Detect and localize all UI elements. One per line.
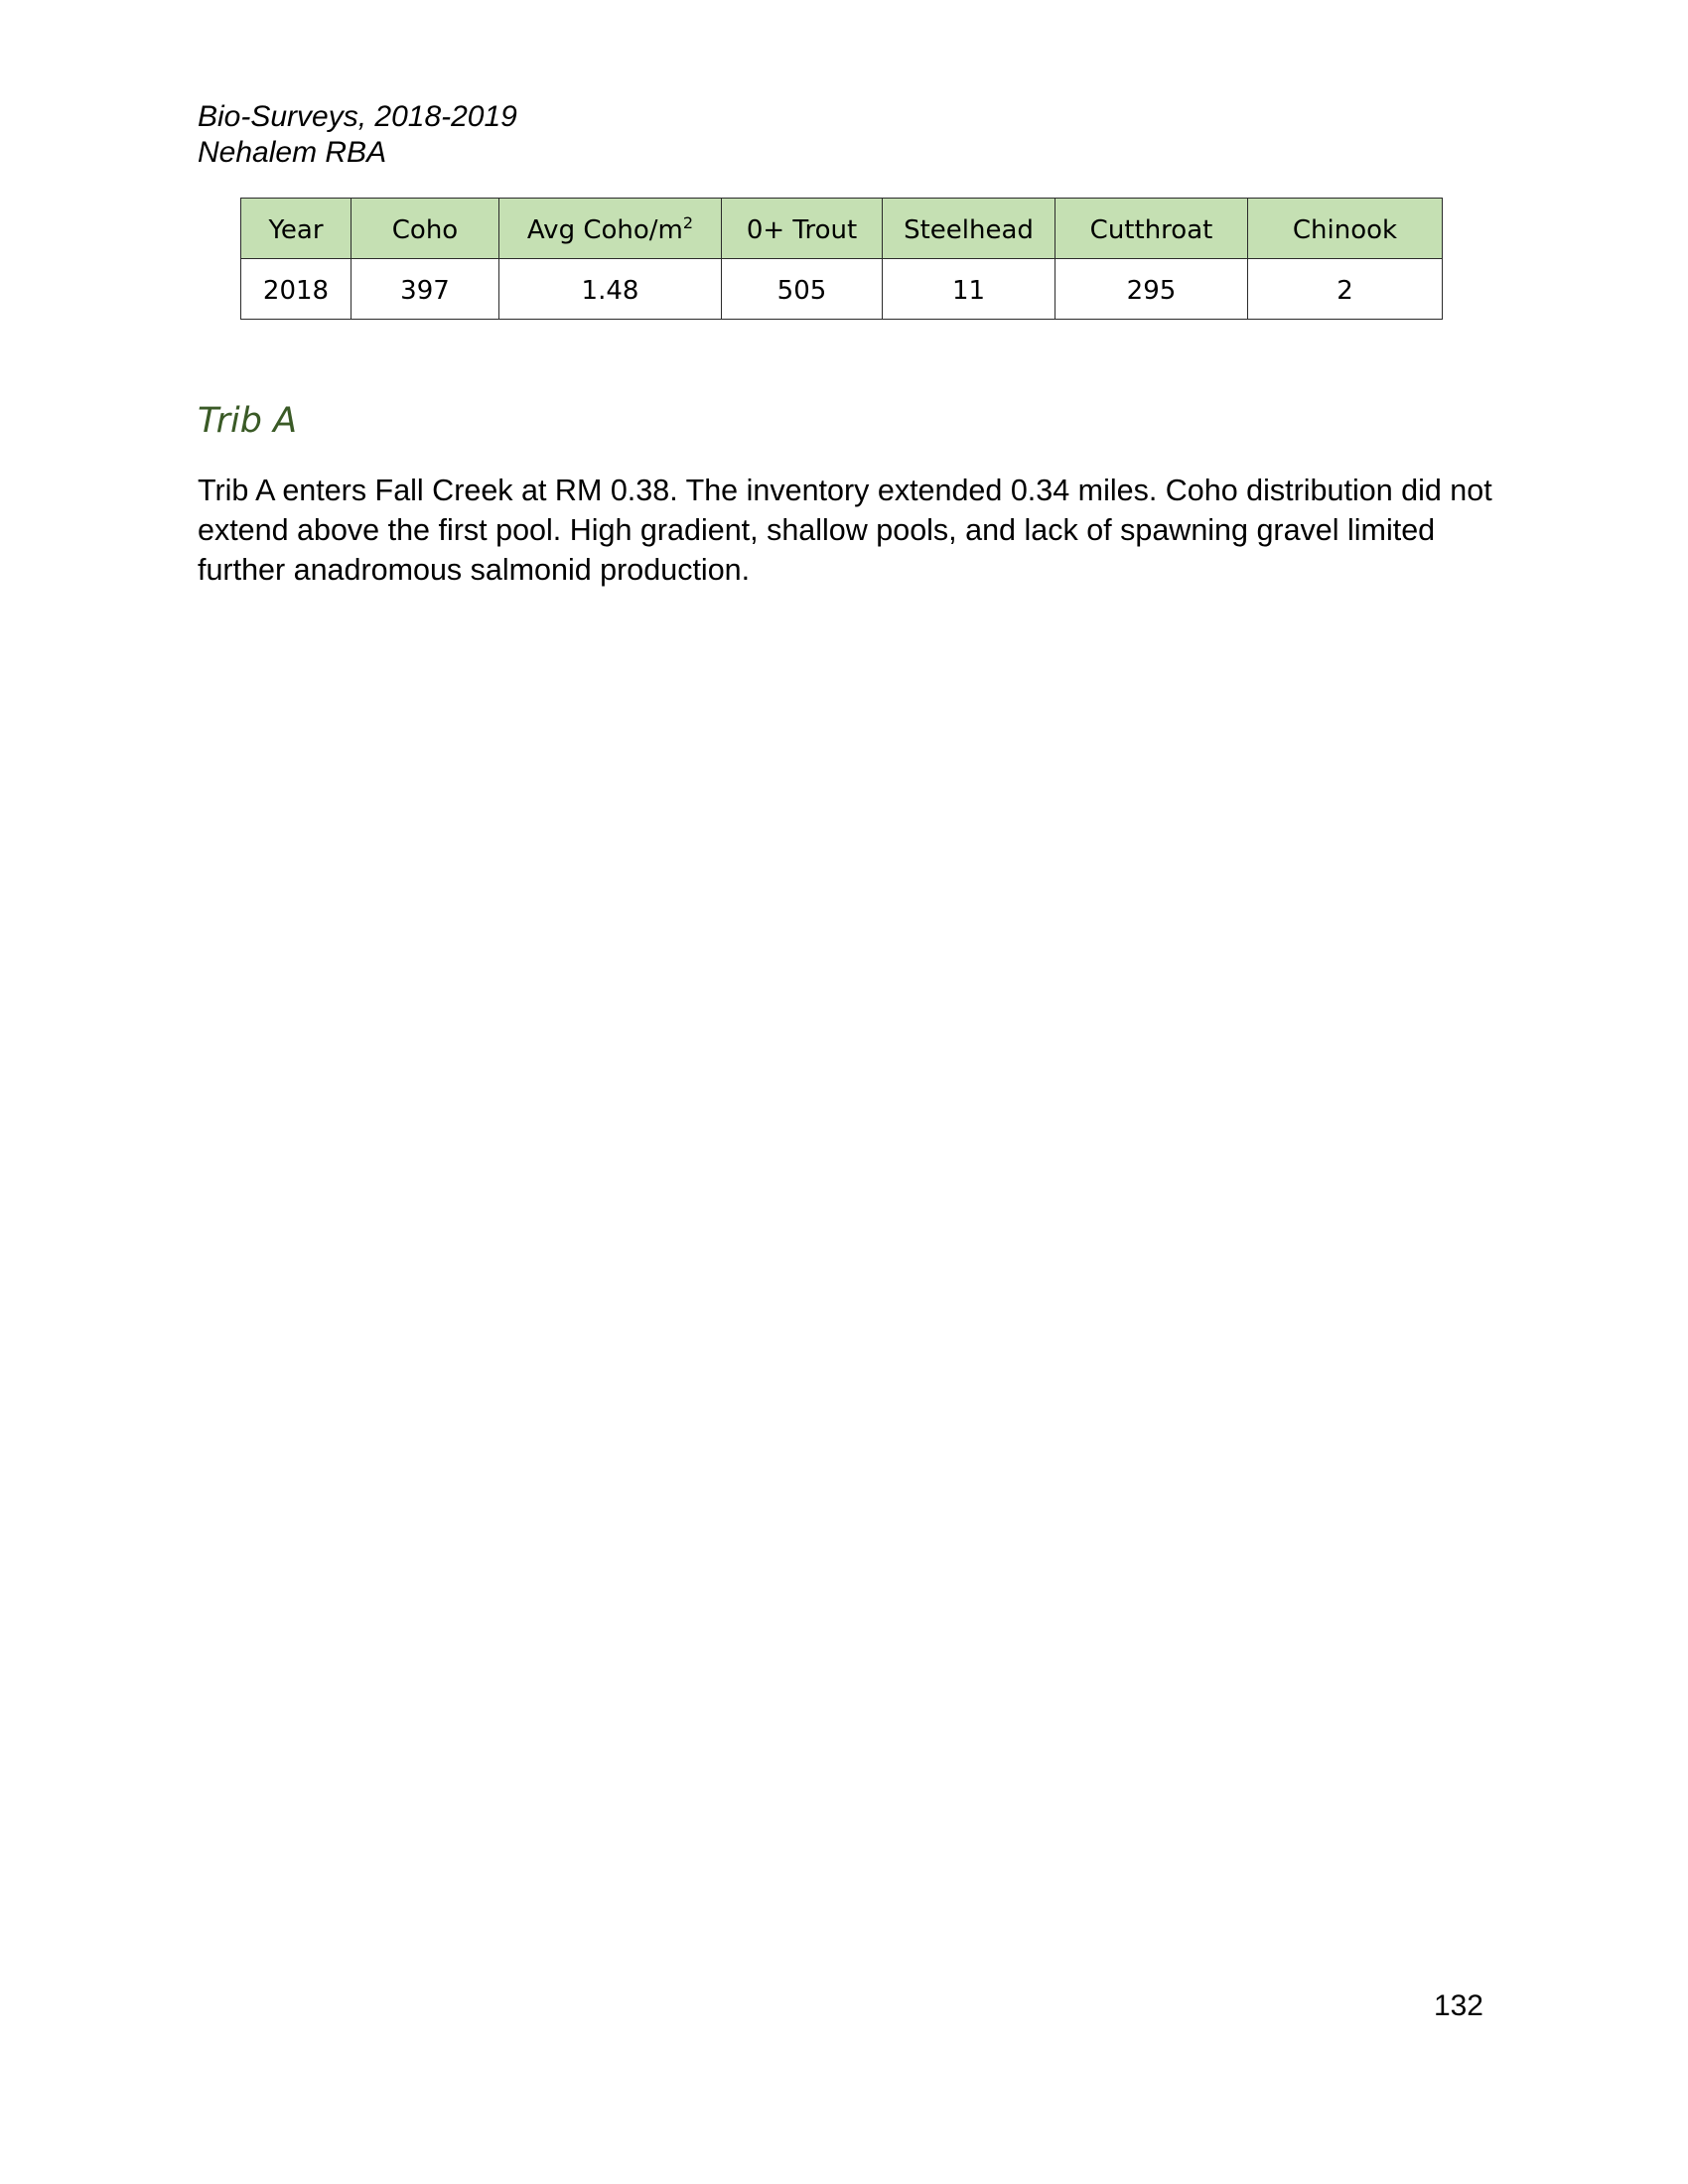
cell-coho: 397 bbox=[352, 259, 499, 320]
cell-avg-coho: 1.48 bbox=[499, 259, 722, 320]
survey-results-table bbox=[240, 198, 1443, 320]
body-paragraph: Trib A enters Fall Creek at RM 0.38. The inventory extended 0.34 miles. Coho distribution did not extend above the first pool. High gradient, shallow pools, and lack of spawning gravel limited further anadromous salmonid production. bbox=[198, 474, 1492, 587]
header-subtitle: Nehalem RBA bbox=[198, 136, 387, 169]
table-row bbox=[241, 259, 1443, 320]
column-header-avg-coho: Avg Coho/$m^2$ bbox=[499, 199, 722, 259]
cell-steelhead: 11 bbox=[883, 259, 1055, 320]
column-header-trout: 0+ Trout bbox=[722, 199, 883, 259]
section-heading: Trib A bbox=[198, 401, 298, 441]
column-header-chinook: Chinook bbox=[1248, 199, 1443, 259]
running-header bbox=[198, 99, 517, 171]
cell-cutthroat: 295 bbox=[1055, 259, 1248, 320]
cell-year: 2018 bbox=[241, 259, 352, 320]
cell-chinook: 2 bbox=[1248, 259, 1443, 320]
table-header-row bbox=[241, 199, 1443, 259]
column-header-cutthroat: Cutthroat bbox=[1055, 199, 1248, 259]
header-title: Bio-Surveys, 2018-2019 bbox=[198, 100, 517, 133]
column-header-steelhead: Steelhead bbox=[883, 199, 1055, 259]
page-number: 132 bbox=[1433, 1989, 1483, 2022]
unit-superscript: 2 bbox=[682, 213, 694, 232]
column-header-coho: Coho bbox=[352, 199, 499, 259]
column-header-year: Year bbox=[241, 199, 352, 259]
cell-trout: 505 bbox=[722, 259, 883, 320]
